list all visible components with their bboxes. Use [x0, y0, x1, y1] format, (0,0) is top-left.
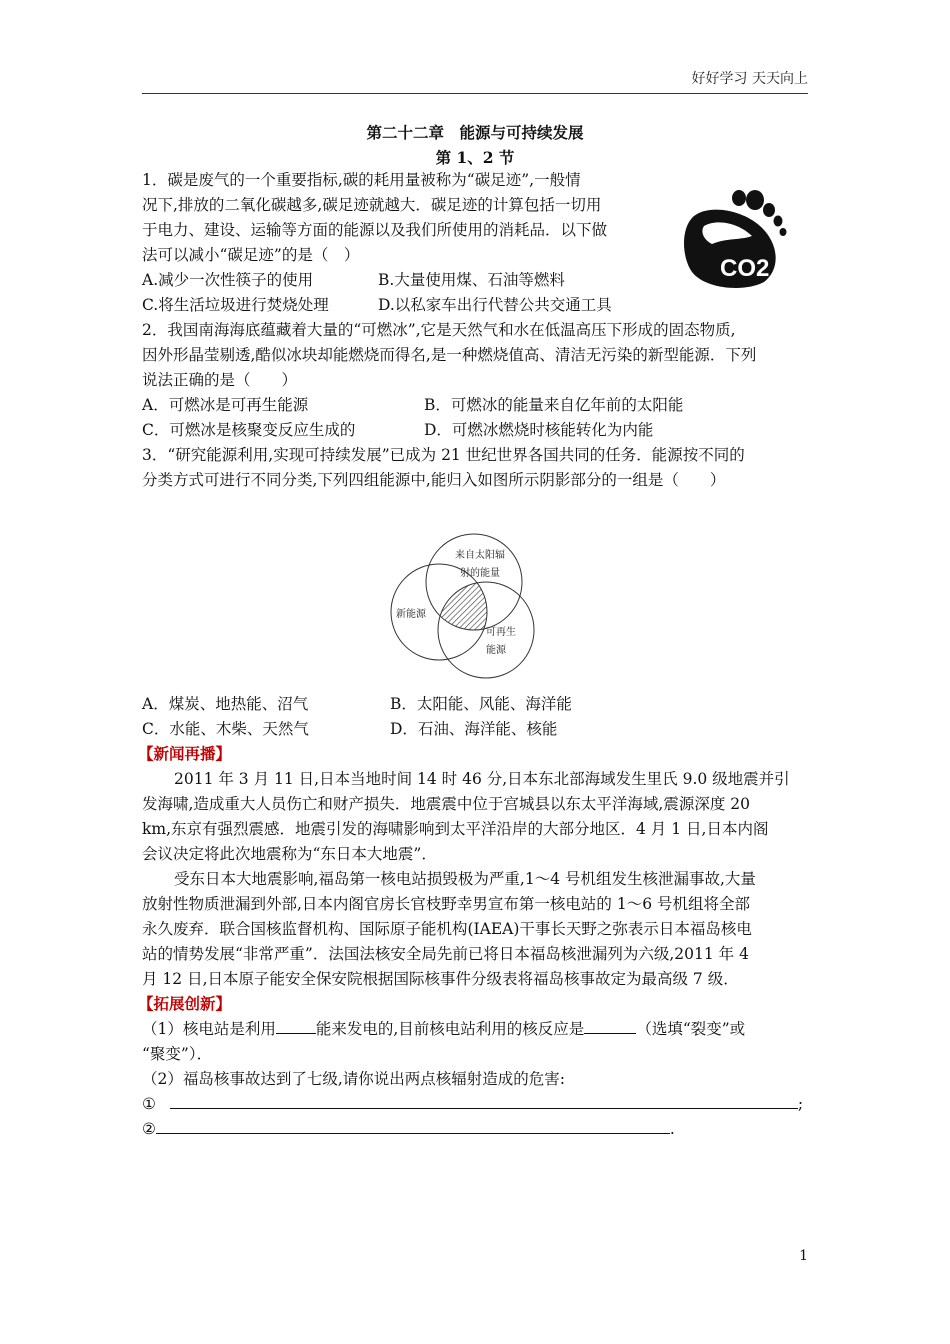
q2-option-b: B．可燃冰的能量来自亿年前的太阳能 [424, 396, 684, 414]
news-heading: 【新闻再播】 [138, 744, 232, 763]
q3-option-d: D．石油、海洋能、核能 [390, 720, 558, 738]
q1-line-3: 于电力、建设、运输等方面的能源以及我们所使用的消耗品．以下做 [142, 221, 608, 239]
answer-2-mark: ② [142, 1120, 156, 1138]
q2-line-3: 说法正确的是（ ） [142, 371, 298, 389]
q3-line-1: 3．“研究能源利用,实现可持续发展”已成为 21 世纪世界各国共同的任务．能源按不同的 [142, 446, 745, 464]
chapter-title: 第二十二章 能源与可持续发展 [366, 123, 584, 142]
answer-1-mark: ① [142, 1095, 156, 1113]
q1-line-2: 况下,排放的二氧化碳越多,碳足迹就越大．碳足迹的计算包括一切用 [142, 196, 602, 214]
news-p2-line-1: 受东日本大地震影响,福岛第一核电站损毁极为严重,1～4 号机组发生核泄漏事故,大量 [174, 870, 756, 888]
q2-option-a: A．可燃冰是可再生能源 [142, 396, 309, 414]
page-header-text: 好好学习 天天向上 [691, 71, 808, 87]
extend-q1 [142, 1019, 745, 1039]
venn-label-top-2: 射的能量 [460, 568, 500, 579]
answer-blank-energy[interactable] [276, 1019, 316, 1034]
q1-option-c: C.将生活垃圾进行焚烧处理 [142, 296, 329, 314]
extend-q1-line-2: “聚变”）． [142, 1045, 213, 1063]
news-p1-line-4: 会议决定将此次地震称为“东日本大地震”． [142, 845, 437, 863]
co2-label: CO2 [720, 255, 770, 282]
carbon-footprint-logo [682, 188, 790, 290]
q2-option-d: D．可燃冰燃烧时核能转化为内能 [424, 421, 654, 439]
q2-line-2: 因外形晶莹剔透,酷似冰块却能燃烧而得名,是一种燃烧值高、清洁无污染的新型能源．下列 [142, 346, 757, 364]
answer-2-end: . [669, 1120, 675, 1138]
q3-option-c: C．水能、木柴、天然气 [142, 720, 309, 738]
venn-diagram [382, 524, 538, 680]
q1-option-d: D.以私家车出行代替公共交通工具 [378, 296, 612, 314]
venn-label-right-2: 能源 [486, 645, 506, 656]
answer-line-1 [142, 1094, 803, 1114]
answer-line-2 [142, 1119, 675, 1139]
q1-option-b: B.大量使用煤、石油等燃料 [378, 271, 565, 289]
extend-q1-text-3: （选填“裂变”或 [636, 1020, 746, 1038]
q2-line-1: 2．我国南海海底蕴藏着大量的“可燃冰”,它是天然气和水在低温高压下形成的固态物质, [142, 321, 736, 339]
q2-option-c: C．可燃冰是核聚变反应生成的 [142, 421, 356, 439]
q1-line-4: 法可以减小“碳足迹”的是（ ） [142, 246, 360, 264]
q3-option-a: A．煤炭、地热能、沼气 [142, 695, 309, 713]
news-p1-line-3: km,东京有强烈震感．地震引发的海啸影响到太平洋沿岸的大部分地区．4 月 1 日,日本内阁 [142, 820, 769, 838]
venn-label-right-1: 可再生 [486, 627, 516, 638]
q3-line-2: 分类方式可进行不同分类,下列四组能源中,能归入如图所示阴影部分的一组是（ ） [142, 471, 726, 489]
news-p2-line-3: 永久废弃．联合国核监督机构、国际原子能机构(IAEA)干事长天野之弥表示日本福岛核电 [142, 920, 752, 938]
answer-1-end: ; [797, 1095, 804, 1113]
extend-heading: 【拓展创新】 [138, 994, 232, 1013]
news-p2-line-2: 放射性物质泄漏到外部,日本内阁官房长官枝野幸男宣布第一核电站的 1～6 号机组将全部 [142, 895, 751, 913]
page-number: 1 [799, 1248, 808, 1264]
extend-q1-text-2: 能来发电的,目前核电站利用的核反应是 [315, 1020, 585, 1038]
header-rule [142, 93, 808, 94]
answer-2-blank[interactable] [156, 1119, 670, 1134]
venn-label-top-1: 来自太阳辐 [455, 550, 505, 561]
answer-1-blank[interactable] [170, 1094, 798, 1109]
news-p1-line-1: 2011 年 3 月 11 日,日本当地时间 14 时 46 分,日本东北部海域发生里氏 9.0 级地震并引 [174, 770, 790, 788]
news-p1-line-2: 发海啸,造成重大人员伤亡和财产损失．地震震中位于宫城县以东太平洋海域,震源深度 20 [142, 795, 751, 813]
extend-q1-text-1: （1）核电站是利用 [142, 1020, 276, 1038]
q3-option-b: B．太阳能、风能、海洋能 [390, 695, 572, 713]
news-p2-line-4: 站的情势发展“非常严重”．法国法核安全局先前已将日本福岛核泄漏列为六级,2011 年 4 [142, 945, 749, 963]
section-subtitle: 第 1、2 节 [435, 148, 515, 167]
q1-option-a: A.减少一次性筷子的使用 [142, 271, 314, 289]
news-p2-line-5: 月 12 日,日本原子能安全保安院根据国际核事件分级表将福岛核事故定为最高级 7 级． [142, 970, 739, 988]
answer-blank-reaction[interactable] [584, 1019, 636, 1034]
extend-q2: （2）福岛核事故达到了七级,请你说出两点核辐射造成的危害: [142, 1070, 566, 1088]
venn-label-left: 新能源 [396, 609, 426, 620]
q1-line-1: 1．碳是废气的一个重要指标,碳的耗用量被称为“碳足迹”,一般情 [142, 171, 581, 189]
